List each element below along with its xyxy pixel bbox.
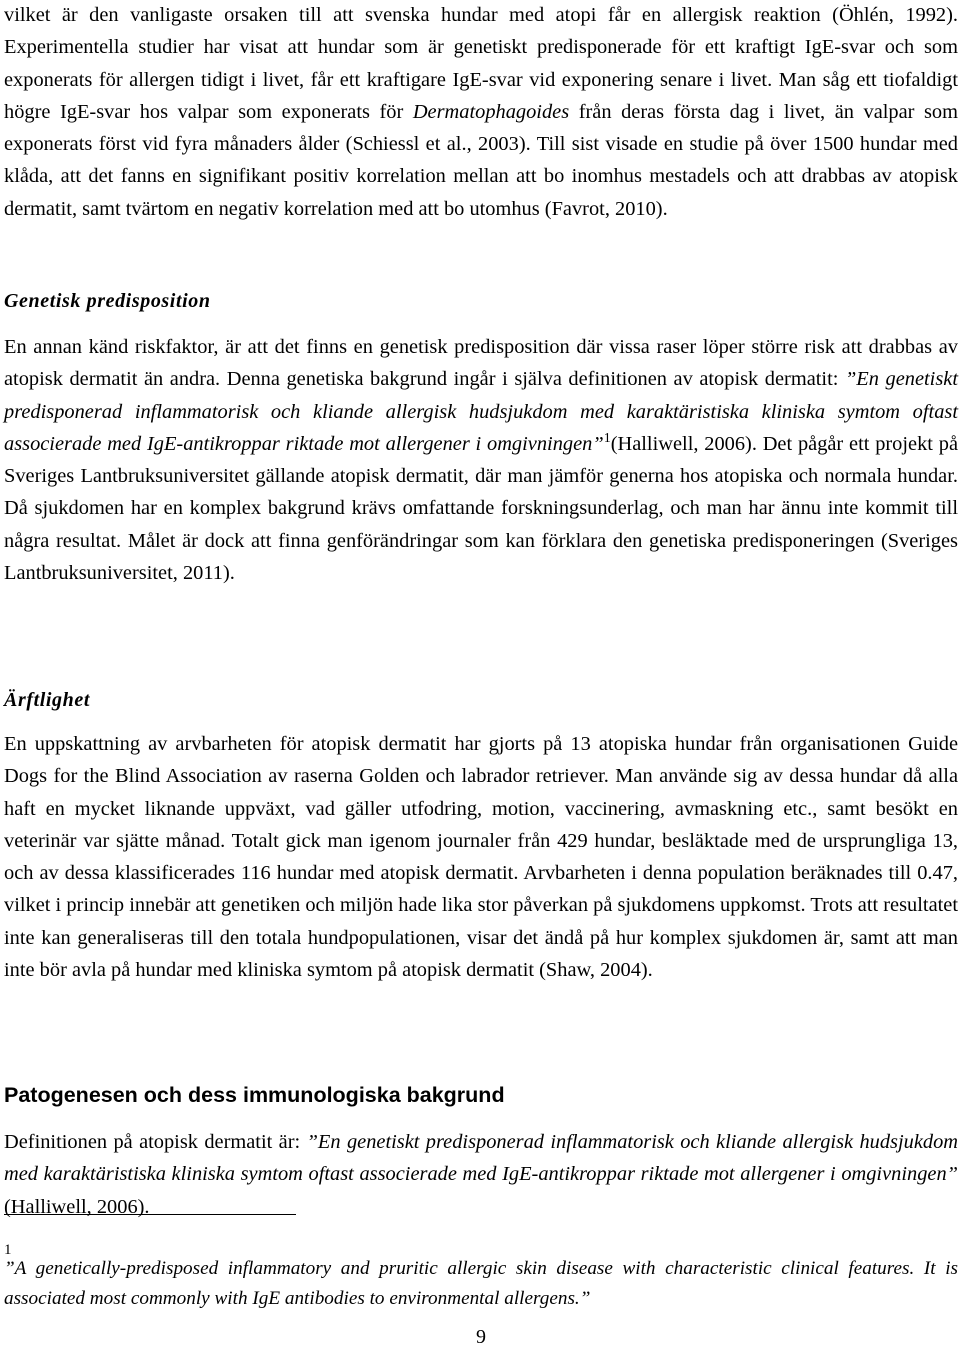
- page-number: 9: [476, 1326, 486, 1348]
- definition-quote-repeat: ”En genetiskt predisponerad inflammatorisk och kliande allergisk hudsjukdom med karaktäristiska kliniska symtom oftast associerade med IgE-antikroppar riktade mot allergener i omgivningen”: [4, 1131, 958, 1186]
- paragraph-definition-citation: (Halliwell, 2006).: [4, 1195, 150, 1218]
- footnote-text: ”A genetically-predisposed inflammatory and pruritic allergic skin disease with characteristic clinical features. It is associated most commonly with IgE antibodies to environmental allergens.”: [4, 1258, 958, 1309]
- definition-quote: ”En genetiskt predisponerad inflammatorisk och kliande allergisk hudsjukdom med karaktäristiska kliniska symtom oftast associerade med IgE-antikroppar riktade mot allergener i omgivningen”: [4, 368, 958, 455]
- heading-genetisk-predisposition: Genetisk predisposition: [4, 290, 211, 312]
- paragraph-heritability: En uppskattning av arvbarheten för atopisk dermatit har gjorts på 13 atopiska hundar från organisationen Guide Dogs for the Blind Association av raserna Golden och labrador retriever. Man använde sig av dessa hundar då alla haft en mycket liknande uppväxt, vad gäller utfodring, motion, vaccinering, avmaskning etc., samt besökt en veterinär var sjätte månad. Totalt gick man igenom journaler från 429 hundar, besläktade med de ursprungliga 13, och av dessa klassificerades 116 hundar med atopisk dermatit. Arvbarheten i denna population beräknades till 0.47, vilket i princip innebär att genetiken och miljön hade lika stor påverkan på sjukdomens uppkomst. Trots att resultatet inte kan generaliseras till den totala hundpopulationen, visar det ändå på hur komplex sjukdomen är, samt att man inte bör avla på hundar med kliniska symtom på atopisk dermatit (Shaw, 2004).: [4, 733, 958, 982]
- section-title: Patogenesen och dess immunologiska bakgrund: [4, 1083, 505, 1107]
- footnote-reference: 1: [603, 431, 611, 447]
- paragraph-exposure: [4, 0, 958, 225]
- document-page: [4, 0, 958, 1350]
- paragraph-genetic-text-rest: (Halliwell, 2006). Det pågår ett projekt på Sveriges Lantbruksuniversitet gällande atopisk dermatit, där man jämför generna hos atopiska och normala hundar. Då sjukdomen har en komplex bakgrund krävs omfattande forskningsunderlag, och man har ännu inte kommit till några resultat. Målet är dock att finna genförändringar som kan förklara den genetiska predisponeringen (Sveriges Lantbruksuniversitet, 2011).: [4, 432, 958, 585]
- paragraph-exposure-text: vilket är den vanligaste orsaken till att svenska hundar med atopi får en allergisk reaktion (Öhlén, 1992). Experimentella studier har visat att hundar som är genetiskt predisponerade för ett kraftigt IgE-svar och som exponerats för allergen tidigt i livet, får ett kraftigare IgE-svar vid exponering senare i livet. Man såg ett tiofaldigt högre IgE-svar hos valpar som exponerats för: [4, 4, 958, 123]
- paragraph-definition-text: Definitionen på atopisk dermatit är:: [4, 1131, 307, 1153]
- footnote: [4, 1242, 958, 1314]
- paragraph-exposure-text-rest: från deras första dag i livet, än valpar som exponerats först vid fyra månaders ålder (Schiessl et al., 2003). Till sist visade en studie på över 1500 hundar med klåda, att det fanns en signifikant positiv korrelation mellan att bo inomhus mestadels och att drabbas av atopisk dermatit, samt tvärtom en negativ korrelation med att bo utomhus (Favrot, 2010).: [4, 100, 958, 220]
- heading-arftlighet: Ärftlighet: [4, 689, 91, 711]
- species-name: Dermatophagoides: [412, 100, 570, 123]
- footnote-divider: [4, 1214, 296, 1215]
- footnote-marker: 1: [4, 1242, 12, 1258]
- paragraph-definition: [4, 1126, 958, 1223]
- paragraph-genetic: [4, 331, 958, 589]
- paragraph-genetic-text: En annan känd riskfaktor, är att det finns en genetisk predisposition där vissa raser löper större risk att drabbas av atopisk dermatit än andra. Denna genetiska bakgrund ingår i själva definitionen av atopisk dermatit:: [4, 336, 958, 391]
